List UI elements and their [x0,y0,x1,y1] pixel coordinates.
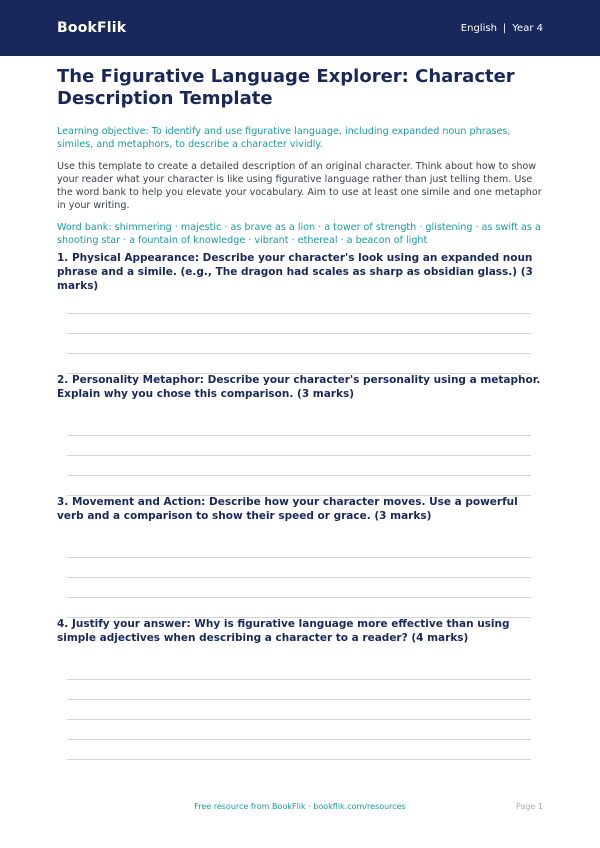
subject-label: English [460,22,497,34]
question-text: 2. Personality Metaphor: Describe your character's personality using a metaphor. Explain why you chose this comparison. (3 marks) [57,374,541,400]
page-title: The Figurative Language Explorer: Character Description Template [57,66,515,109]
answer-line[interactable] [67,333,531,334]
answer-line[interactable] [67,353,531,354]
question-text: 3. Movement and Action: Describe how your character moves. Use a powerful verb and a comparison to show their speed or grace. (3 marks) [57,496,518,522]
document-intro [57,66,543,247]
question-text: 1. Physical Appearance: Describe your character's look using an expanded noun phrase and a simile. (e.g., The dragon had scales as sharp as obsidian glass.) (3 marks) [57,252,533,292]
page-header [0,0,600,56]
answer-line[interactable] [67,759,531,760]
question-4 [57,617,543,645]
answer-line[interactable] [67,577,531,578]
answer-line[interactable] [67,435,531,436]
learning-objective: Learning objective: To identify and use figurative language, including expanded noun phrases, similes, and metaphors, to describe a character vividly. [57,126,511,150]
header-meta [461,23,543,34]
question-1 [57,251,543,293]
page-number: Page 1 [516,802,543,811]
answer-line[interactable] [67,699,531,700]
brand-logo: BookFlik [57,20,127,36]
word-bank: Word bank: shimmering · majestic · as brave as a lion · a tower of strength · glistening · as swift as a shooting star · a fountain of knowledge · vibrant · ethereal · a beacon of light [57,222,541,246]
question-text: 4. Justify your answer: Why is figurative language more effective than using simple adjectives when describing a character to a reader? (4 marks) [57,618,510,644]
answer-line[interactable] [67,719,531,720]
answer-line[interactable] [67,475,531,476]
answer-line[interactable] [67,597,531,598]
answer-line[interactable] [67,455,531,456]
question-3 [57,495,543,523]
answer-line[interactable] [67,679,531,680]
year-label: Year 4 [512,22,543,34]
question-2 [57,373,543,401]
answer-line[interactable] [67,739,531,740]
answer-line[interactable] [67,313,531,314]
footer-credit[interactable]: Free resource from BookFlik · bookflik.com/resources [194,802,406,811]
answer-line[interactable] [67,557,531,558]
header-separator: | [502,22,507,34]
instructions-text: Use this template to create a detailed description of an original character. Think about how to show your reader what your character is like using figurative language rather than just telling them. Use the word bank to help you elevate your vocabulary. Aim to use at least one simile and one metaphor in your writing. [57,161,542,211]
